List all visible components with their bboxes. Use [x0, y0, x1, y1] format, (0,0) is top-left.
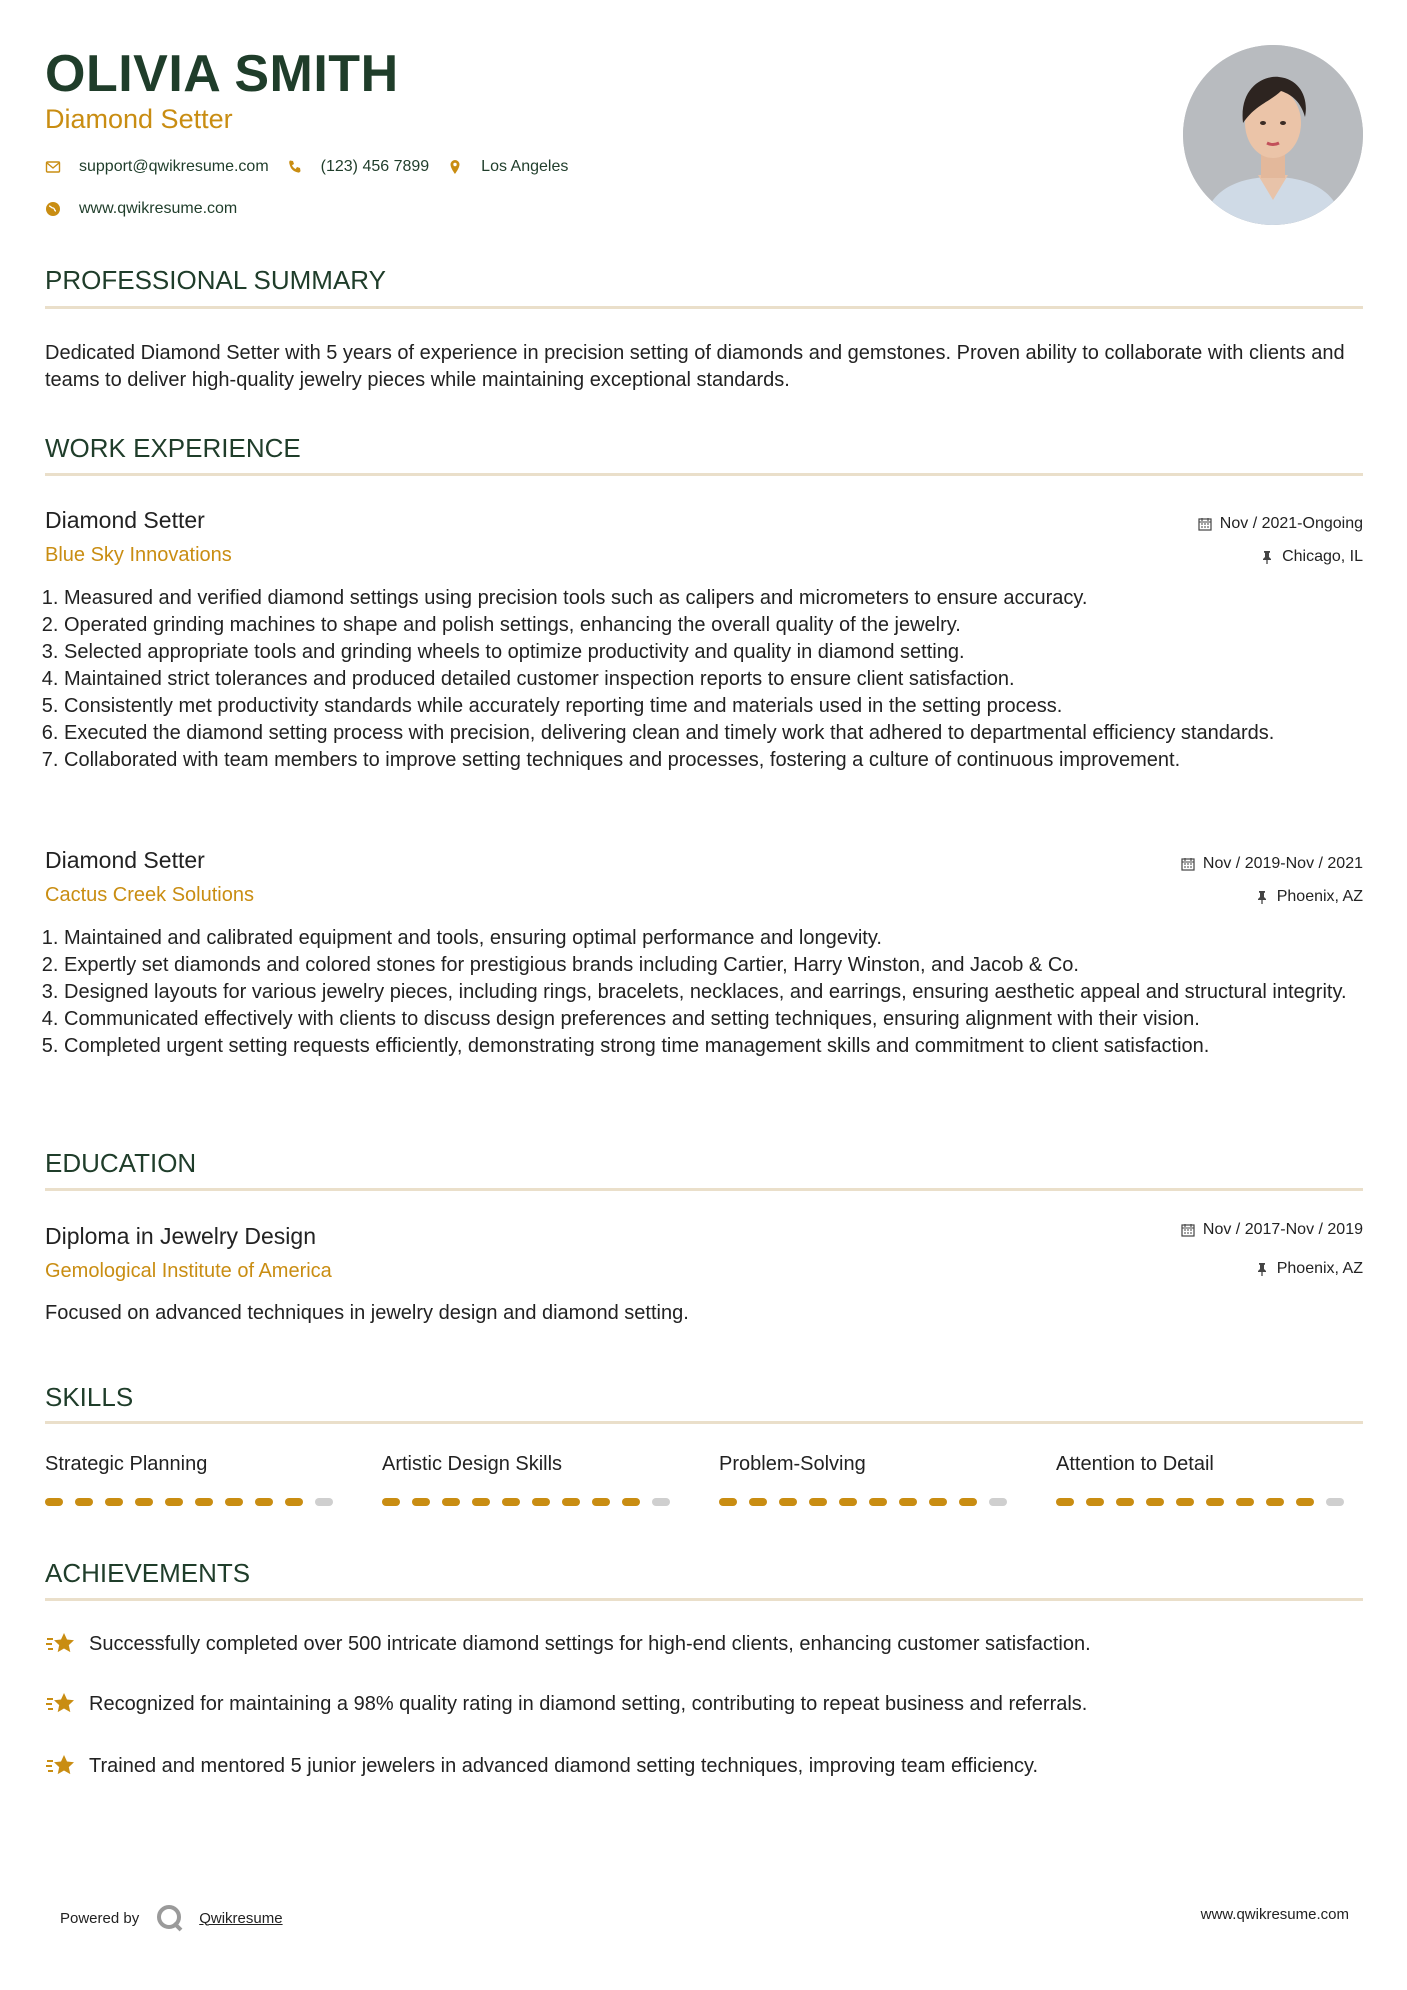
- list-item: 3. Selected appropriate tools and grinding wheels to optimize productivity and quality in diamond setting.: [64, 639, 1389, 666]
- footer-powered-by: [60, 1903, 283, 1933]
- qwikresume-logo-icon: [155, 1903, 185, 1933]
- skills-heading: SKILLS: [45, 1382, 134, 1412]
- job-2-location-text: Phoenix, AZ: [1276, 888, 1363, 905]
- list-item: 4. Maintained strict tolerances and produced detailed customer inspection reports to ensure client satisfaction.: [64, 666, 1389, 693]
- list-item: 2. Operated grinding machines to shape and polish settings, enhancing the overall quality of the jewelry.: [64, 612, 1389, 639]
- skill-rating: [382, 1498, 682, 1506]
- globe-icon: [45, 201, 61, 217]
- location-text: Los Angeles: [481, 158, 569, 175]
- email-icon: [45, 159, 61, 175]
- summary-heading: PROFESSIONAL SUMMARY: [45, 265, 386, 295]
- rating-dot-filled: [382, 1498, 400, 1506]
- rating-dot-filled: [1206, 1498, 1224, 1506]
- qwikresume-link[interactable]: Qwikresume: [199, 1909, 283, 1927]
- education-location: [1255, 1260, 1363, 1278]
- star-icon: [45, 1690, 77, 1718]
- rating-dot-filled: [899, 1498, 917, 1506]
- summary-text: Dedicated Diamond Setter with 5 years of experience in precision setting of diamonds and gemstones. Proven ability to collaborate with clients and teams to deliver high-quality jewelry pieces while maintaining exceptional standards.: [45, 342, 1345, 391]
- rating-dot-filled: [749, 1498, 767, 1506]
- rating-dot-filled: [869, 1498, 887, 1506]
- section-divider: [45, 1421, 1363, 1424]
- achievement-item: [45, 1630, 1091, 1658]
- rating-dot-filled: [929, 1498, 947, 1506]
- rating-dot-filled: [442, 1498, 460, 1506]
- achievement-text: Recognized for maintaining a 98% quality rating in diamond setting, contributing to repeat business and referrals.: [89, 1692, 1088, 1715]
- skill-name: Problem-Solving: [719, 1453, 866, 1475]
- skill-name: Artistic Design Skills: [382, 1453, 563, 1475]
- rating-dot-filled: [1296, 1498, 1314, 1506]
- rating-dot-empty: [1326, 1498, 1344, 1506]
- candidate-name: OLIVIA SMITH: [45, 45, 399, 103]
- achievement-item: [45, 1690, 1087, 1718]
- section-divider: [45, 1598, 1363, 1601]
- rating-dot-filled: [472, 1498, 490, 1506]
- footer-url[interactable]: www.qwikresume.com: [1200, 1906, 1349, 1923]
- calendar-icon: [1181, 857, 1195, 871]
- rating-dot-filled: [1056, 1498, 1074, 1506]
- rating-dot-filled: [255, 1498, 273, 1506]
- experience-heading: WORK EXPERIENCE: [45, 433, 301, 463]
- rating-dot-filled: [195, 1498, 213, 1506]
- website-row: [45, 200, 237, 218]
- achievements-heading: ACHIEVEMENTS: [45, 1558, 251, 1588]
- rating-dot-filled: [502, 1498, 520, 1506]
- list-item: 5. Completed urgent setting requests efficiently, demonstrating strong time management skills and commitment to client satisfaction.: [64, 1033, 1389, 1060]
- job-1-dates-text: Nov / 2021-Ongoing: [1219, 515, 1363, 532]
- list-item: 3. Designed layouts for various jewelry pieces, including rings, bracelets, necklaces, and earrings, ensuring aesthetic appeal and structural integrity.: [64, 979, 1389, 1006]
- phone-text[interactable]: (123) 456 7899: [320, 158, 430, 175]
- rating-dot-filled: [779, 1498, 797, 1506]
- rating-dot-filled: [809, 1498, 827, 1506]
- job-title: Diamond Setter: [45, 104, 233, 134]
- education-description: Focused on advanced techniques in jewelry design and diamond setting.: [45, 1302, 689, 1324]
- rating-dot-filled: [532, 1498, 550, 1506]
- job-1-location-text: Chicago, IL: [1282, 548, 1363, 565]
- location-pin-icon: [447, 159, 463, 175]
- job-1-company: Blue Sky Innovations: [45, 544, 232, 566]
- email-text[interactable]: support@qwikresume.com: [79, 158, 269, 175]
- achievement-text: Successfully completed over 500 intricate diamond settings for high-end clients, enhancing customer satisfaction.: [89, 1632, 1091, 1655]
- rating-dot-filled: [135, 1498, 153, 1506]
- job-1-bullets: [38, 585, 1389, 774]
- calendar-icon: [1198, 517, 1212, 531]
- job-1-location: [1260, 548, 1363, 566]
- job-2-company: Cactus Creek Solutions: [45, 884, 254, 906]
- skill-name: Strategic Planning: [45, 1453, 208, 1475]
- skill-item: [719, 1453, 1019, 1506]
- education-heading: EDUCATION: [45, 1148, 197, 1178]
- section-divider: [45, 306, 1363, 309]
- rating-dot-filled: [1086, 1498, 1104, 1506]
- rating-dot-empty: [989, 1498, 1007, 1506]
- list-item: 1. Maintained and calibrated equipment and tools, ensuring optimal performance and longevity.: [64, 925, 1389, 952]
- education-dates: [1181, 1221, 1363, 1239]
- rating-dot-filled: [45, 1498, 63, 1506]
- section-divider: [45, 473, 1363, 476]
- rating-dot-filled: [622, 1498, 640, 1506]
- job-2-dates-text: Nov / 2019-Nov / 2021: [1202, 855, 1363, 872]
- rating-dot-empty: [652, 1498, 670, 1506]
- skill-item: [1056, 1453, 1356, 1506]
- section-divider: [45, 1188, 1363, 1191]
- pushpin-icon: [1255, 1262, 1269, 1276]
- education-degree: Diploma in Jewelry Design: [45, 1223, 316, 1249]
- rating-dot-filled: [75, 1498, 93, 1506]
- job-2-location: [1255, 888, 1363, 906]
- list-item: 7. Collaborated with team members to improve setting techniques and processes, fostering a culture of continuous improvement.: [64, 747, 1389, 774]
- star-icon: [45, 1752, 77, 1780]
- job-1-title: Diamond Setter: [45, 507, 205, 533]
- skill-item: [382, 1453, 682, 1506]
- list-item: 5. Consistently met productivity standards while accurately reporting time and materials used in the setting process.: [64, 693, 1389, 720]
- pushpin-icon: [1255, 890, 1269, 904]
- pushpin-icon: [1260, 550, 1274, 564]
- job-2-bullets: [38, 925, 1389, 1060]
- calendar-icon: [1181, 1223, 1195, 1237]
- rating-dot-filled: [1146, 1498, 1164, 1506]
- rating-dot-filled: [592, 1498, 610, 1506]
- education-dates-text: Nov / 2017-Nov / 2019: [1202, 1221, 1363, 1238]
- rating-dot-filled: [719, 1498, 737, 1506]
- phone-icon: [287, 159, 303, 175]
- rating-dot-filled: [412, 1498, 430, 1506]
- skill-rating: [719, 1498, 1019, 1506]
- education-location-text: Phoenix, AZ: [1276, 1260, 1363, 1277]
- skill-rating: [45, 1498, 345, 1506]
- rating-dot-filled: [562, 1498, 580, 1506]
- job-1-dates: [1198, 515, 1363, 533]
- rating-dot-filled: [165, 1498, 183, 1506]
- profile-photo: [1183, 45, 1363, 225]
- job-2-dates: [1181, 855, 1363, 873]
- list-item: 1. Measured and verified diamond settings using precision tools such as calipers and micrometers to ensure accuracy.: [64, 585, 1389, 612]
- skill-item: [45, 1453, 345, 1506]
- rating-dot-filled: [959, 1498, 977, 1506]
- star-icon: [45, 1630, 77, 1658]
- list-item: 2. Expertly set diamonds and colored stones for prestigious brands including Cartier, Harry Winston, and Jacob & Co.: [64, 952, 1389, 979]
- rating-dot-filled: [225, 1498, 243, 1506]
- list-item: 4. Communicated effectively with clients to discuss design preferences and setting techniques, ensuring alignment with their vision.: [64, 1006, 1389, 1033]
- rating-dot-filled: [1236, 1498, 1254, 1506]
- education-school: Gemological Institute of America: [45, 1260, 332, 1282]
- rating-dot-filled: [1266, 1498, 1284, 1506]
- achievement-item: [45, 1752, 1038, 1780]
- rating-dot-filled: [105, 1498, 123, 1506]
- achievement-text: Trained and mentored 5 junior jewelers in advanced diamond setting techniques, improving team efficiency.: [89, 1754, 1039, 1777]
- skill-name: Attention to Detail: [1056, 1453, 1214, 1475]
- list-item: 6. Executed the diamond setting process with precision, delivering clean and timely work that adhered to departmental efficiency standards.: [64, 720, 1389, 747]
- skill-rating: [1056, 1498, 1356, 1506]
- powered-by-label: Powered by: [60, 1909, 140, 1927]
- contact-row: [45, 158, 568, 176]
- rating-dot-filled: [839, 1498, 857, 1506]
- rating-dot-filled: [1116, 1498, 1134, 1506]
- rating-dot-empty: [315, 1498, 333, 1506]
- rating-dot-filled: [1176, 1498, 1194, 1506]
- job-2-title: Diamond Setter: [45, 847, 205, 873]
- website-link[interactable]: www.qwikresume.com: [79, 200, 238, 217]
- rating-dot-filled: [285, 1498, 303, 1506]
